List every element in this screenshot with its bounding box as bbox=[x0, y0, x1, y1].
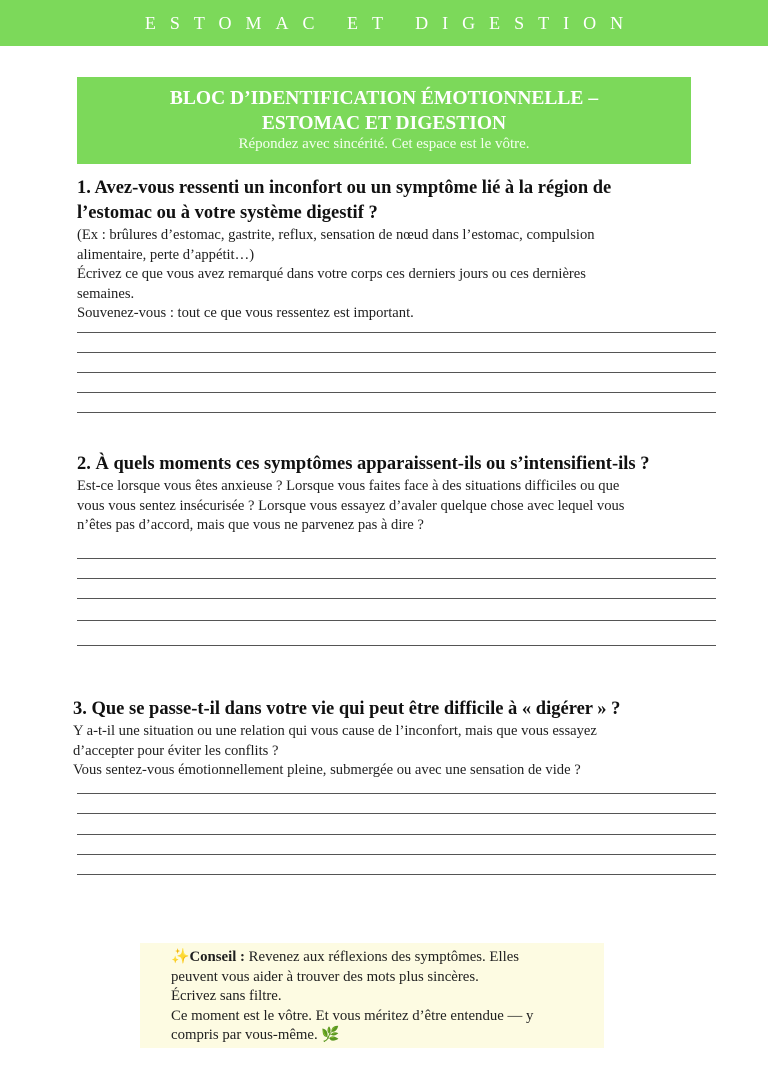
question-2-title: 2. À quels moments ces symptômes apparaissent-ils ou s’intensifient-ils ? bbox=[77, 454, 650, 474]
tip-line-3: Écrivez sans filtre. bbox=[171, 988, 282, 1004]
tip-box bbox=[140, 943, 604, 1048]
banner-title: ESTOMAC ET DIGESTION bbox=[144, 12, 638, 33]
section-header bbox=[77, 77, 691, 164]
question-1-body-line: Écrivez ce que vous avez remarqué dans votre corps ces derniers jours ou ces dernières bbox=[77, 266, 586, 282]
answer-line[interactable] bbox=[77, 352, 716, 353]
question-1 bbox=[77, 176, 727, 324]
question-1-title-line1: 1. Avez-vous ressenti un inconfort ou un symptôme lié à la région de bbox=[77, 178, 612, 198]
question-3-body-line: d’accepter pour éviter les conflits ? bbox=[73, 742, 279, 759]
answer-line[interactable] bbox=[77, 645, 716, 646]
answer-line[interactable] bbox=[77, 813, 716, 814]
answer-line[interactable] bbox=[77, 372, 716, 373]
answer-line[interactable] bbox=[77, 332, 716, 333]
answer-line[interactable] bbox=[77, 793, 716, 794]
tip-label: Conseil : bbox=[189, 949, 245, 965]
tip-line-5: compris par vous-même. bbox=[171, 1027, 318, 1043]
tip-line-1 bbox=[171, 948, 584, 968]
header-title-line2: ESTOMAC ET DIGESTION bbox=[261, 113, 507, 134]
tip-line-5-wrap bbox=[171, 1026, 584, 1046]
tip-line-4: Ce moment est le vôtre. Et vous méritez d’être entendue — y bbox=[171, 1007, 534, 1024]
answer-line[interactable] bbox=[77, 598, 716, 599]
question-1-body-line: (Ex : brûlures d’estomac, gastrite, reflux, sensation de nœud dans l’estomac, compulsion bbox=[77, 227, 595, 243]
page-banner bbox=[0, 0, 768, 46]
header-title-line1: BLOC D’IDENTIFICATION ÉMOTIONNELLE – bbox=[169, 88, 599, 109]
tip-line-2: peuvent vous aider à trouver des mots plus sincères. bbox=[171, 968, 479, 985]
header-subtitle: Répondez avec sincérité. Cet espace est le vôtre. bbox=[238, 136, 530, 152]
answer-line[interactable] bbox=[77, 834, 716, 835]
answer-line[interactable] bbox=[77, 392, 716, 393]
question-2-body-line: n’êtes pas d’accord, mais que vous ne parvenez pas à dire ? bbox=[77, 517, 424, 533]
question-3-body-line: Vous sentez-vous émotionnellement pleine, submergée ou avec une sensation de vide ? bbox=[73, 762, 581, 778]
question-3-title: 3. Que se passe-t-il dans votre vie qui peut être difficile à « digérer » ? bbox=[73, 699, 621, 719]
question-3 bbox=[73, 697, 723, 781]
question-1-title-line2: l’estomac ou à votre système digestif ? bbox=[77, 203, 378, 223]
question-2 bbox=[77, 452, 727, 536]
answer-line[interactable] bbox=[77, 854, 716, 855]
question-3-body-line: Y a-t-il une situation ou une relation qui vous cause de l’inconfort, mais que vous essayez bbox=[73, 723, 597, 739]
question-1-body-line: semaines. bbox=[77, 285, 135, 302]
answer-line[interactable] bbox=[77, 874, 716, 875]
answer-line[interactable] bbox=[77, 578, 716, 579]
answer-line[interactable] bbox=[77, 558, 716, 559]
question-2-body-line: Est-ce lorsque vous êtes anxieuse ? Lorsque vous faites face à des situations difficiles ou que bbox=[77, 478, 620, 494]
question-1-body-line: Souvenez-vous : tout ce que vous ressentez est important. bbox=[77, 305, 414, 321]
question-2-body-line: vous vous sentez insécurisée ? Lorsque vous essayez d’avaler quelque chose avec lequel vous bbox=[77, 497, 625, 514]
sparkles-icon: ✨ bbox=[171, 949, 190, 965]
tip-text: Revenez aux réflexions des symptômes. Elles bbox=[244, 949, 520, 965]
answer-line[interactable] bbox=[77, 620, 716, 621]
herb-icon: 🌿 bbox=[321, 1027, 340, 1043]
answer-line[interactable] bbox=[77, 412, 716, 413]
question-1-body-line: alimentaire, perte d’appétit…) bbox=[77, 246, 255, 263]
